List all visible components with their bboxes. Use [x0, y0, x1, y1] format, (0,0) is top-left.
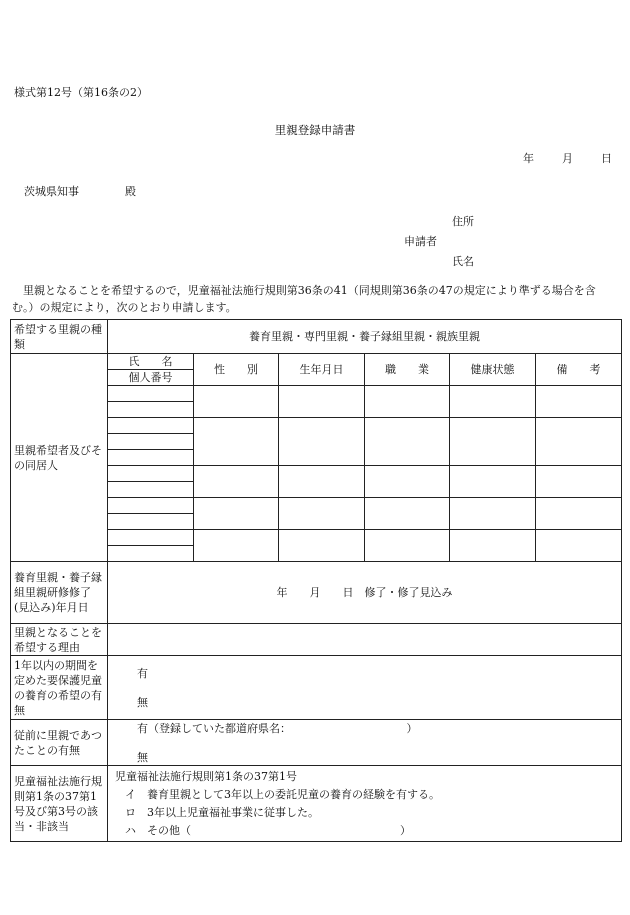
- rule-options: [108, 766, 622, 842]
- gender-cell[interactable]: [194, 418, 279, 466]
- addressee: [24, 183, 136, 199]
- birth-cell[interactable]: [279, 418, 365, 466]
- job-cell[interactable]: [365, 466, 450, 498]
- intro-paragraph: 里親となることを希望するので，児童福祉法施行規則第36条の41（同規則第36条の47の規定により準ずる場合を含む。）の規定により，次のとおり申請します。: [12, 284, 596, 314]
- name-cell[interactable]: [108, 530, 194, 546]
- date-line: [523, 150, 612, 166]
- name-cell[interactable]: [108, 386, 194, 402]
- type-label: 希望する里親の種類: [11, 320, 108, 354]
- prior-label: 従前に里親であつたことの有無: [11, 720, 108, 766]
- job-cell[interactable]: [365, 498, 450, 530]
- date-year: 年: [523, 152, 534, 165]
- col-health: 健康状態: [450, 354, 536, 386]
- addressee-name: 茨城県知事: [24, 185, 79, 198]
- placement-yes[interactable]: 有: [137, 666, 148, 680]
- reason-row: [11, 624, 622, 656]
- document-title: 里親登録申請書: [274, 123, 356, 137]
- col-job: 職 業: [365, 354, 450, 386]
- rule-item-2[interactable]: ロ 3年以上児童福祉事業に従事した。: [125, 806, 319, 819]
- reason-label: 里親となることを希望する理由: [11, 624, 108, 656]
- rule-item-1[interactable]: イ 養育里親として3年以上の委託児童の養育の経験を有する。: [125, 788, 440, 801]
- personal-number-cell[interactable]: [108, 450, 194, 466]
- gender-cell[interactable]: [194, 386, 279, 418]
- remarks-cell[interactable]: [536, 386, 622, 418]
- date-day: 日: [601, 152, 612, 165]
- prior-row: [11, 720, 622, 766]
- remarks-cell[interactable]: [536, 466, 622, 498]
- birth-cell[interactable]: [279, 386, 365, 418]
- household-header-row: [11, 354, 622, 370]
- health-cell[interactable]: [450, 386, 536, 418]
- type-row: [11, 320, 622, 354]
- name-label: 氏名: [452, 255, 474, 268]
- remarks-cell[interactable]: [536, 498, 622, 530]
- type-value: 養育里親・専門里親・養子縁組里親・親族里親: [108, 320, 622, 354]
- col-gender: 性 別: [194, 354, 279, 386]
- health-cell[interactable]: [450, 466, 536, 498]
- personal-number-cell[interactable]: [108, 482, 194, 498]
- date-month: 月: [562, 152, 573, 165]
- job-cell[interactable]: [365, 386, 450, 418]
- birth-cell[interactable]: [279, 530, 365, 562]
- rule-row: [11, 766, 622, 842]
- gender-cell[interactable]: [194, 466, 279, 498]
- training-value[interactable]: 年 月 日 修了・修了見込み: [108, 562, 622, 624]
- form-number: 様式第12号（第16条の2）: [14, 86, 148, 99]
- remarks-cell[interactable]: [536, 418, 622, 466]
- birth-cell[interactable]: [279, 466, 365, 498]
- rule-item-3[interactable]: ハ その他（ ）: [125, 824, 411, 837]
- application-table: [10, 319, 622, 842]
- reason-value[interactable]: [108, 624, 622, 656]
- birth-cell[interactable]: [279, 498, 365, 530]
- placement-row: [11, 656, 622, 720]
- applicant-label: 申請者: [404, 235, 437, 248]
- gender-cell[interactable]: [194, 530, 279, 562]
- address-label: 住所: [452, 215, 474, 228]
- spacer-cell: [108, 418, 194, 434]
- health-cell[interactable]: [450, 530, 536, 562]
- health-cell[interactable]: [450, 498, 536, 530]
- addressee-honorific: 殿: [125, 185, 136, 198]
- household-label: 里親希望者及びその同居人: [11, 354, 108, 562]
- name-cell[interactable]: [108, 466, 194, 482]
- col-remarks: 備 考: [536, 354, 622, 386]
- col-name: 氏 名: [108, 354, 194, 370]
- prior-yes[interactable]: 有（登録していた都道府県名： ）: [137, 721, 418, 735]
- name-cell[interactable]: [108, 498, 194, 514]
- rule-label: 児童福祉法施行規則第1条の37第1号及び第3号の該当・非該当: [11, 766, 108, 842]
- job-cell[interactable]: [365, 418, 450, 466]
- prior-no[interactable]: 無: [137, 750, 148, 764]
- health-cell[interactable]: [450, 418, 536, 466]
- job-cell[interactable]: [365, 530, 450, 562]
- gender-cell[interactable]: [194, 498, 279, 530]
- personal-number-cell[interactable]: [108, 546, 194, 562]
- training-row: [11, 562, 622, 624]
- personal-number-cell[interactable]: [108, 514, 194, 530]
- placement-no[interactable]: 無: [137, 695, 148, 709]
- prior-options: [108, 720, 622, 766]
- col-birth: 生年月日: [279, 354, 365, 386]
- training-label: 養育里親・養子縁組里親研修修了(見込み)年月日: [11, 562, 108, 624]
- personal-number-cell[interactable]: [108, 402, 194, 418]
- placement-options: [108, 656, 622, 720]
- remarks-cell[interactable]: [536, 530, 622, 562]
- name-cell[interactable]: [108, 434, 194, 450]
- rule-heading: 児童福祉法施行規則第1条の37第1号: [115, 770, 297, 783]
- placement-label: 1年以内の期間を定めた要保護児童の養育の希望の有無: [11, 656, 108, 720]
- col-personal-number: 個人番号: [108, 370, 194, 386]
